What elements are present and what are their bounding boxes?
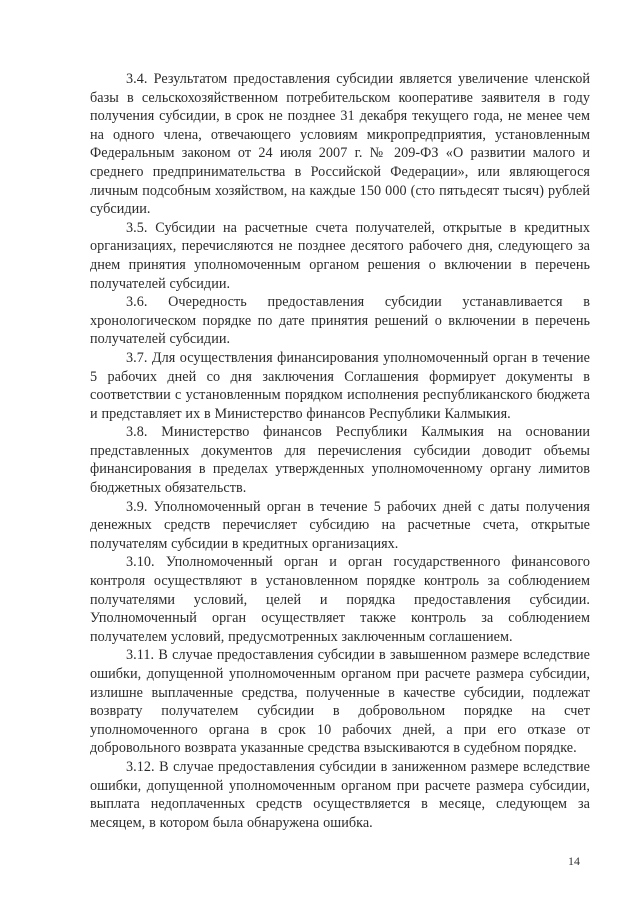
paragraph-3-7: 3.7. Для осуществления финансирования уполномоченный орган в течение 5 рабочих дней со дня заключения Соглашения формирует документы в соответствии с установленным порядком исполнения республиканского бюджета и представляет их в Министерство финансов Республики Калмыкия. [90,349,590,422]
paragraph-3-9: 3.9. Уполномоченный орган в течение 5 рабочих дней с даты получения денежных средств перечисляет субсидию на расчетные счета, открытые получателям субсидии в кредитных организациях. [90,498,590,552]
page-number: 14 [568,854,580,868]
paragraph-3-12: 3.12. В случае предоставления субсидии в заниженном размере вследствие ошибки, допущенной уполномоченным органом при расчете размера субсидии, выплата недоплаченных средств осуществляется в месяце, следующем за месяцем, в котором была обнаружена ошибка. [90,758,590,831]
document-body [90,70,590,832]
paragraph-3-4: 3.4. Результатом предоставления субсидии является увеличение членской базы в сельскохозяйственном потребительском кооперативе заявителя в году получения субсидии, в срок не позднее 31 декабря текущего года, не менее чем на одного члена, отвечающего условиям микропредприятия, установленным Федеральным законом от 24 июля 2007 г. № 209-ФЗ «О развитии малого и среднего предпринимательства в Российской Федерации», или являющегося личным подсобным хозяйством, на каждые 150 000 (сто пятьдесят тысяч) рублей субсидии. [90,71,590,218]
paragraph-3-5: 3.5. Субсидии на расчетные счета получателей, открытые в кредитных организациях, перечисляются не позднее десятого рабочего дня, следующего за днем принятия уполномоченным органом решения о включении в перечень получателей субсидии. [90,219,590,292]
paragraph-3-11: 3.11. В случае предоставления субсидии в завышенном размере вследствие ошибки, допущенной уполномоченным органом при расчете размера субсидии, излишне выплаченные средства, полученные в качестве субсидии, подлежат возврату получателем субсидии в добровольном порядке на счет уполномоченного органа в срок 10 рабочих дней, а при его отказе от добровольного возврата указанные средства взыскиваются в судебном порядке. [90,647,590,757]
paragraph-3-6: 3.6. Очередность предоставления субсидии устанавливается в хронологическом порядке по дате принятия решений о включении в перечень получателей субсидии. [90,294,590,348]
paragraph-3-10: 3.10. Уполномоченный орган и орган государственного финансового контроля осуществляют в установленном порядке контроль за соблюдением получателями условий, целей и порядка предоставления субсидии. Уполномоченный орган осуществляет также контроль за соблюдением получателем условий, предусмотренных заключенным соглашением. [90,554,590,645]
paragraph-3-8: 3.8. Министерство финансов Республики Калмыкия на основании представленных документов для перечисления субсидии доводит объемы финансирования в пределах утвержденных уполномоченному органу лимитов бюджетных обязательств. [90,424,590,497]
